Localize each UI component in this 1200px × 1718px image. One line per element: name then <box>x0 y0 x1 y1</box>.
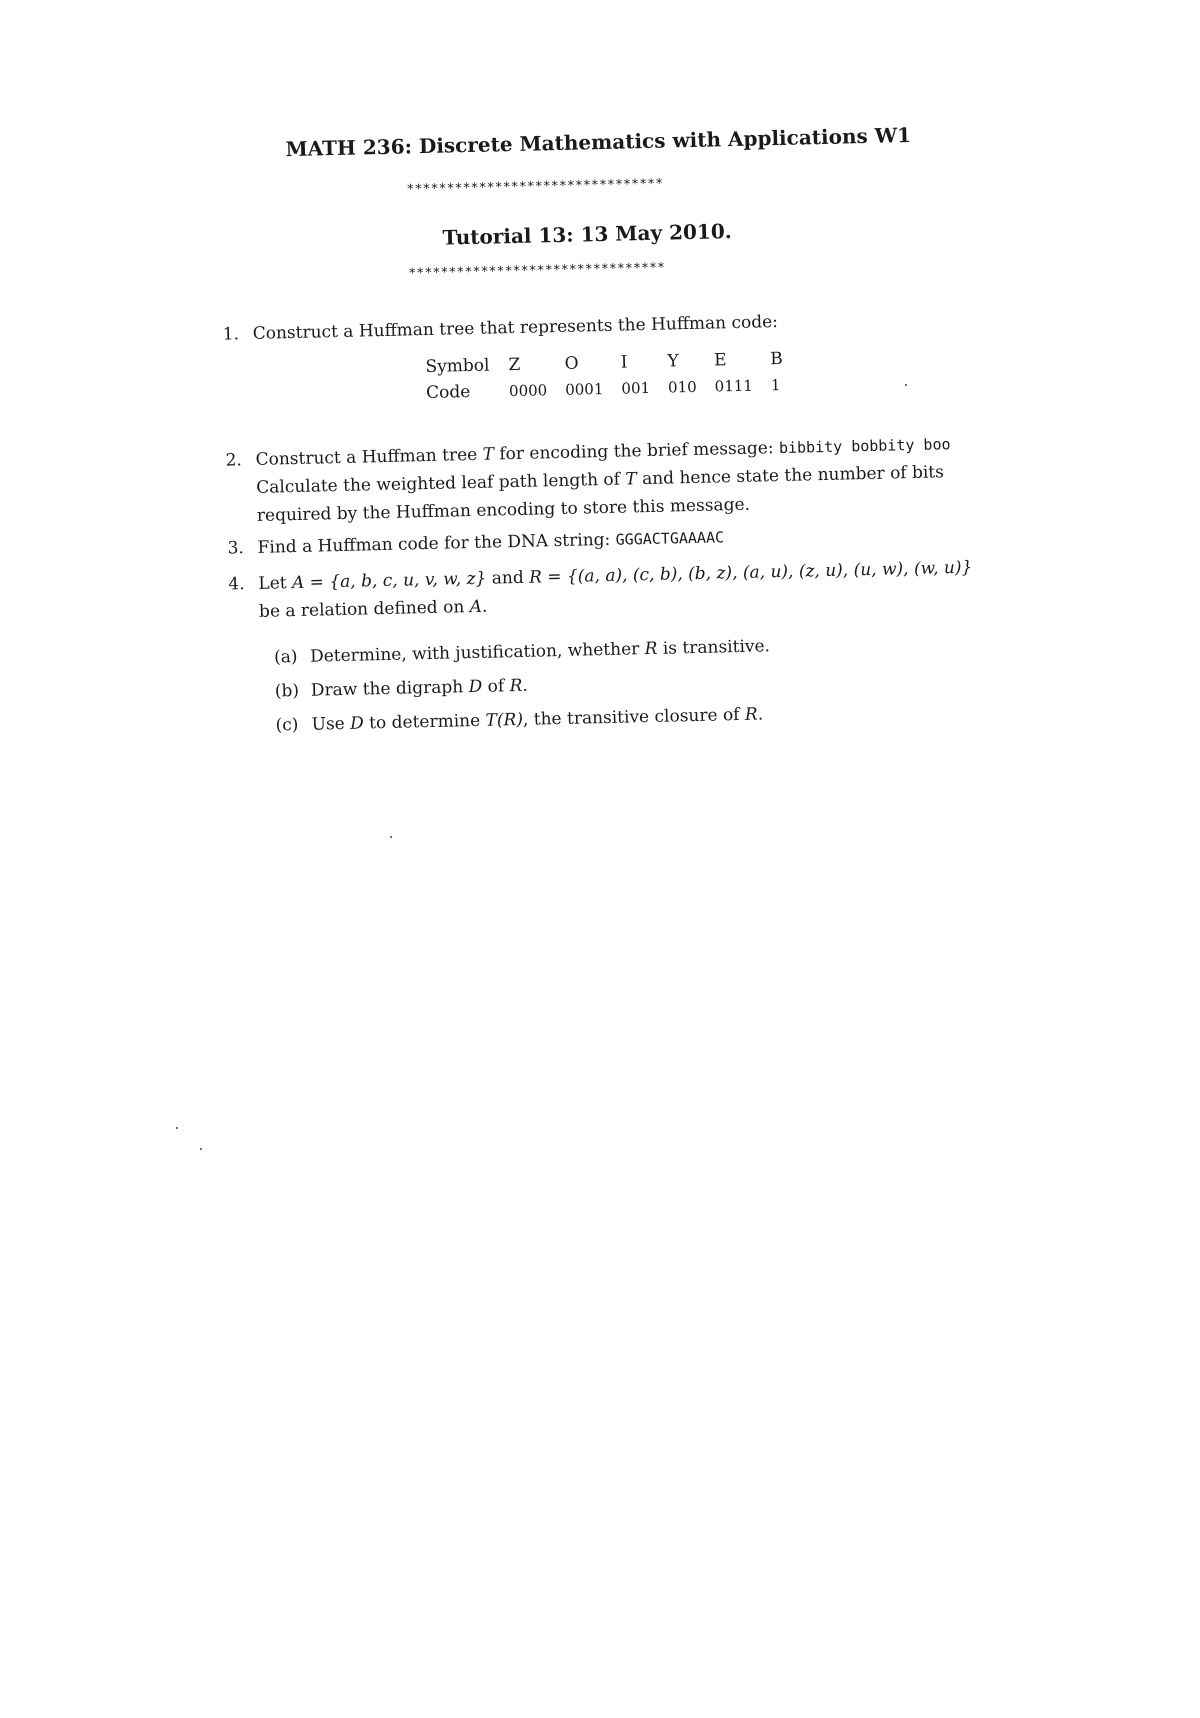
message-text: bibbity bobbity boo <box>778 435 951 458</box>
question-number: 4. <box>228 574 245 595</box>
math-var: R <box>644 638 658 660</box>
table-cell: 0111 <box>714 376 754 396</box>
text-span: Find a Huffman code for the DNA string: <box>257 529 616 558</box>
math-var: D <box>468 676 483 698</box>
scan-speck <box>905 384 907 386</box>
huffman-code-table <box>425 346 792 406</box>
table-cell: 010 <box>667 377 697 397</box>
text-span: . <box>757 704 764 725</box>
separator-bottom: ******************************** <box>408 260 666 282</box>
part-label: (a) <box>273 647 298 668</box>
tutorial-text <box>0 0 1197 736</box>
question-2 <box>225 429 987 530</box>
math-var: D <box>349 713 365 734</box>
table-cell: E <box>713 350 727 371</box>
question-number: 3. <box>227 538 245 559</box>
math-var: T(R) <box>485 709 524 731</box>
question-text: Construct a Huffman tree that represents the Huffman code: <box>252 312 779 344</box>
question-4a <box>274 636 770 667</box>
table-cell: O <box>564 353 579 374</box>
text-span: is transitive. <box>657 636 771 659</box>
table-cell: B <box>770 348 783 370</box>
part-label: (c) <box>275 714 299 736</box>
set-a: A = {a, b, c, u, v, w, z} <box>291 568 487 594</box>
text-span: Draw the digraph <box>310 677 469 701</box>
text-span: Construct a Huffman tree <box>255 444 483 470</box>
course-title: MATH 236: Discrete Mathematics with Applications W1 <box>285 122 912 162</box>
relation-r: R = {(a, a), (c, b), (b, z), (a, u), (z, u), (u, w), (w, u)} <box>528 557 973 588</box>
math-var-t: T <box>625 469 637 490</box>
table-cell: 0000 <box>508 381 548 401</box>
text-span: . <box>522 675 529 696</box>
math-var-t: T <box>482 444 495 465</box>
text-span: Calculate the weighted leaf path length of <box>256 469 626 498</box>
tutorial-subtitle: Tutorial 13: 13 May 2010. <box>442 219 732 250</box>
text-span: to determine <box>363 710 486 734</box>
text-span: and hence state the number of bits required by the Huffman encoding to store this message. <box>256 462 945 526</box>
text-span: and <box>486 567 530 589</box>
text-span: , the transitive closure of <box>522 704 746 730</box>
scan-speck <box>176 1127 178 1129</box>
dna-string: GGGACTGAAAAC <box>615 528 725 549</box>
separator-top: ******************************** <box>406 176 664 198</box>
scan-speck <box>200 1148 202 1150</box>
text-span: be a relation defined on <box>258 597 470 622</box>
table-cell: I <box>620 352 628 373</box>
math-var: R <box>509 675 523 697</box>
text-span: Use <box>311 713 351 735</box>
text-span: Determine, with justification, whether <box>309 639 645 667</box>
question-1 <box>222 303 982 348</box>
question-number: 2. <box>225 450 243 471</box>
question-4c <box>275 704 763 735</box>
question-4b <box>275 676 528 702</box>
question-number: 1. <box>222 324 240 345</box>
math-var-a: A <box>469 596 483 618</box>
text-span: . <box>481 596 488 617</box>
question-4 <box>228 553 989 626</box>
table-cell: 0001 <box>565 379 604 399</box>
text-span: for encoding the brief message: <box>493 438 780 465</box>
question-text <box>258 553 989 626</box>
text-span: Let <box>258 573 293 594</box>
math-var: R <box>744 704 758 725</box>
symbol-label: Symbol <box>425 355 490 378</box>
table-cell: Y <box>667 351 679 372</box>
code-label: Code <box>425 382 471 404</box>
table-cell: 001 <box>621 378 651 398</box>
table-cell: Z <box>508 354 521 376</box>
table-cell: 1 <box>770 375 781 395</box>
scan-speck <box>390 836 392 838</box>
text-span: of <box>482 676 510 697</box>
question-text <box>255 429 987 530</box>
part-label: (b) <box>274 680 300 702</box>
